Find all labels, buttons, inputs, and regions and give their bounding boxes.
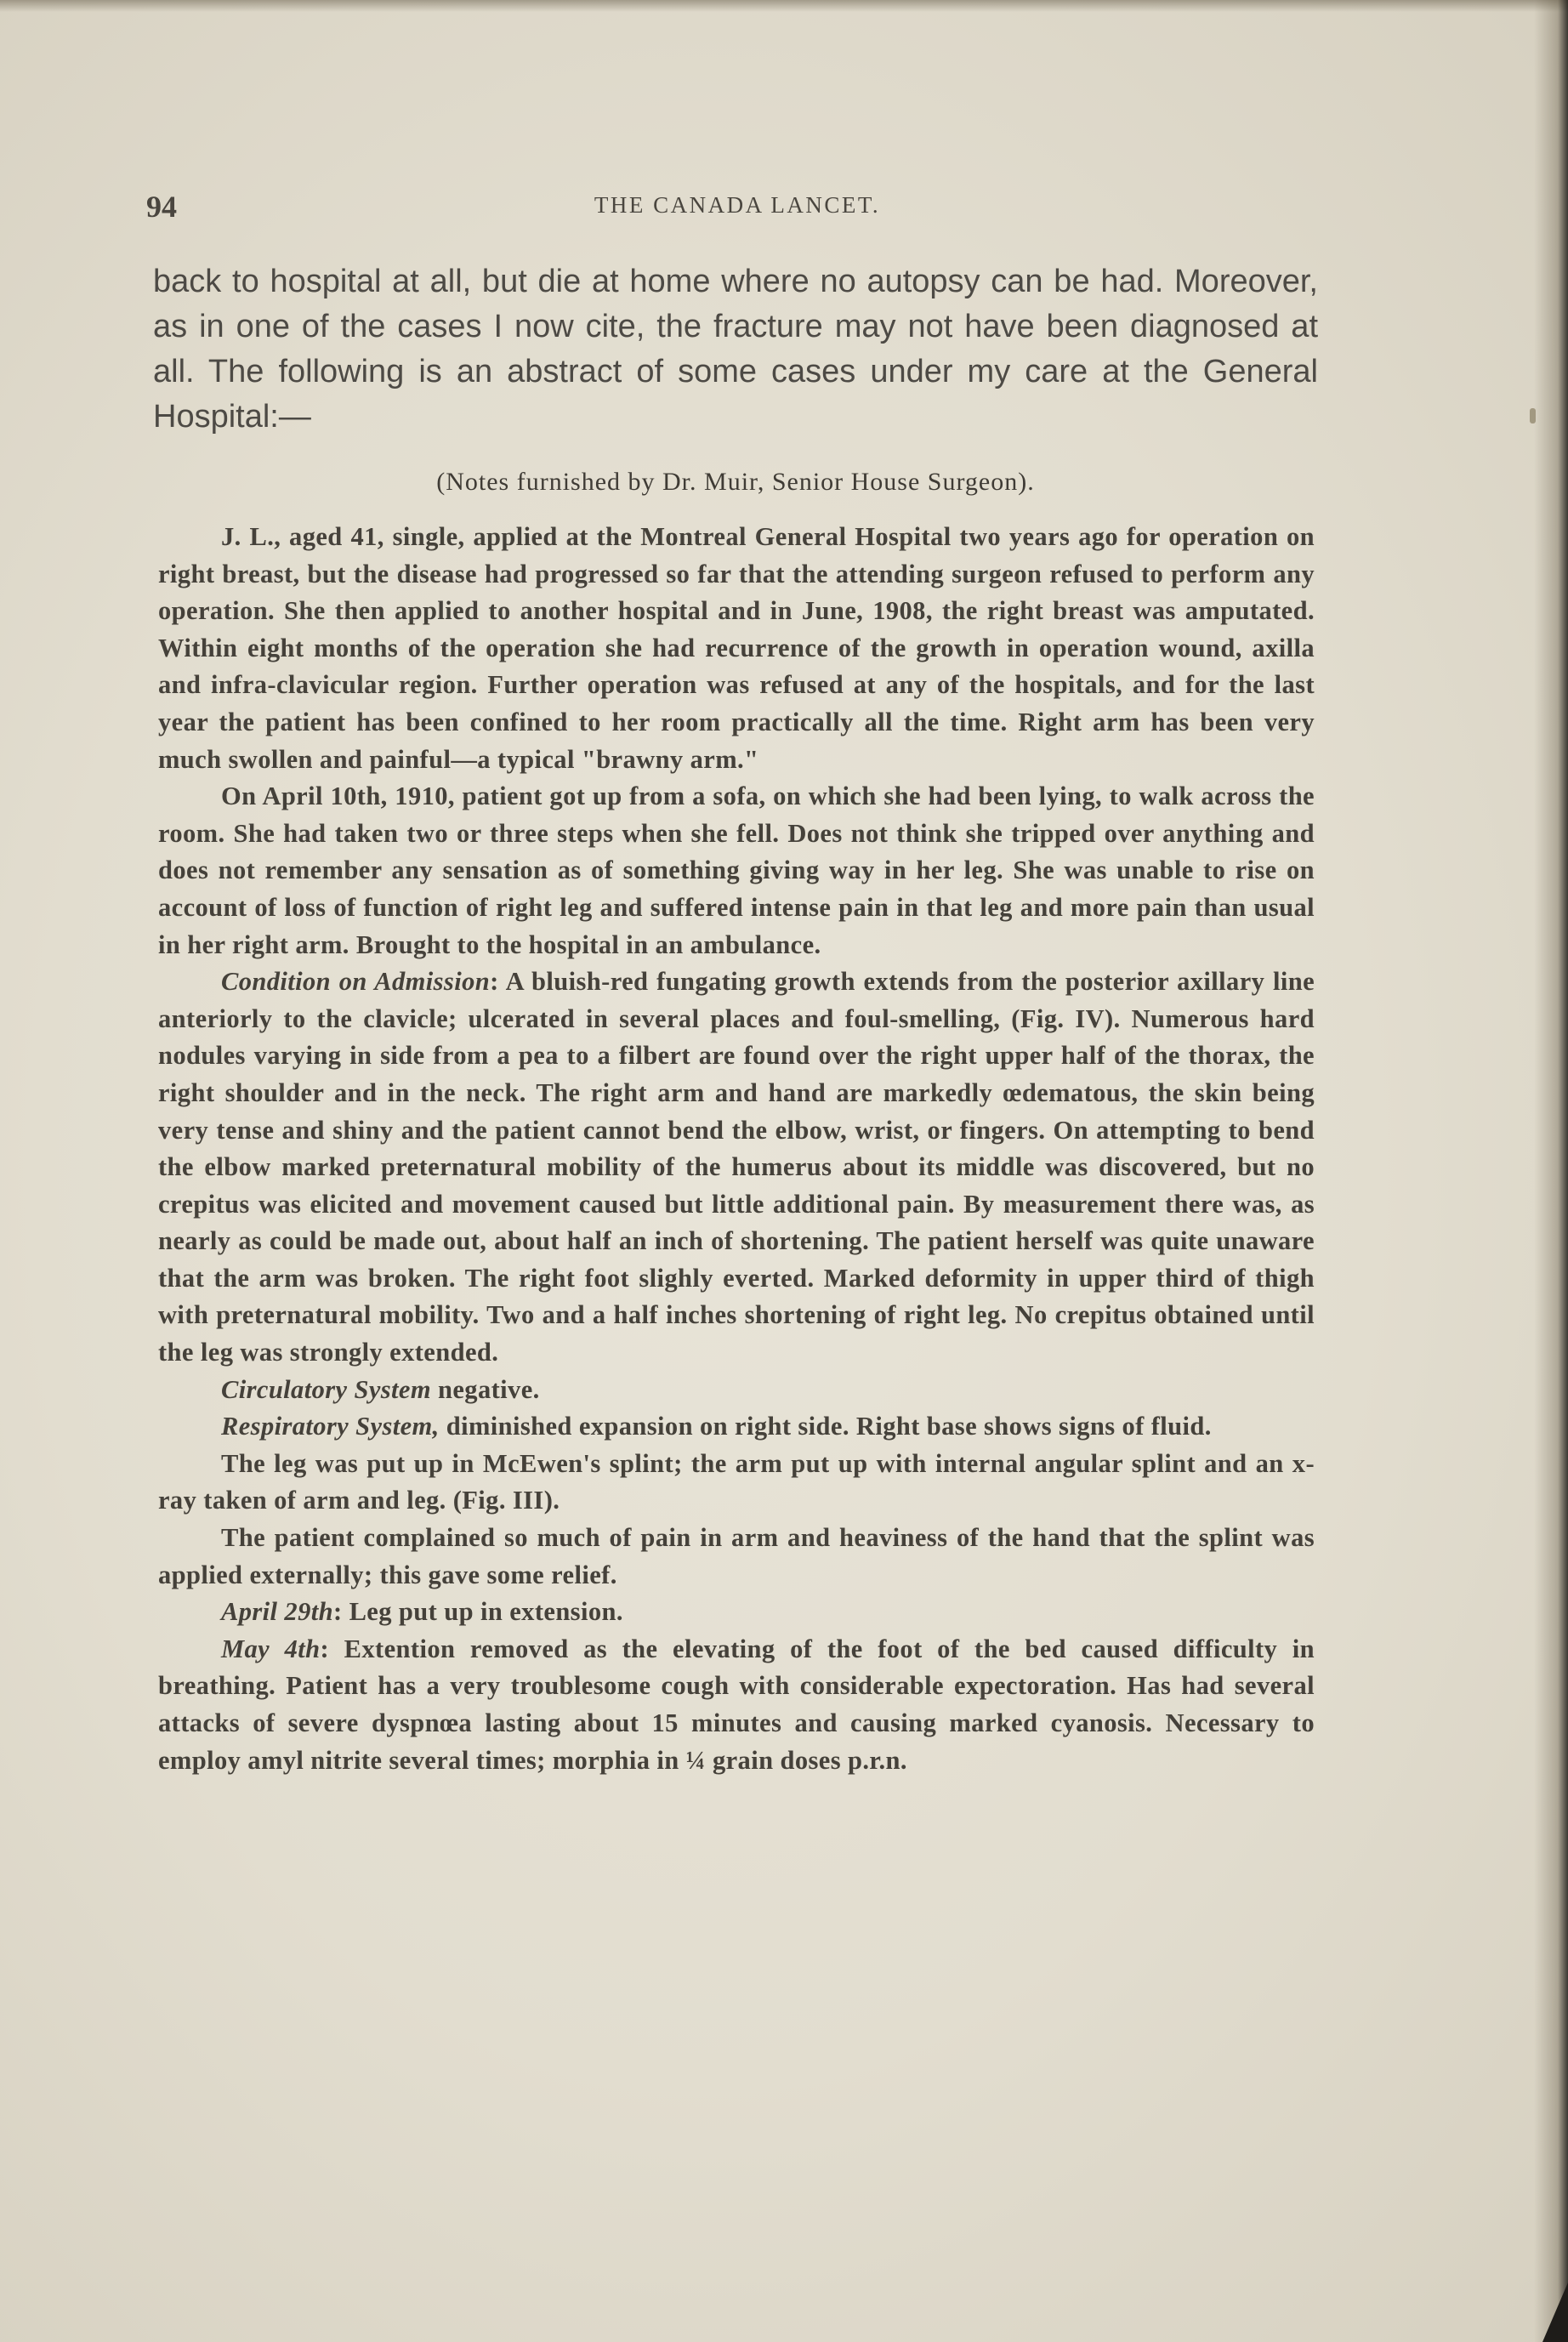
- may-4-text: : Extention removed as the elevating of the foot of the bed caused difficulty in breathing. Patient has a very troublesome cough with considerable expectoration. Has had several attacks of severe dyspnœa lasting about 15 minutes and causing marked cyanosis. Necessary to employ amyl nitrite several times; morphia in ¼ grain doses p.r.n.: [158, 1634, 1315, 1775]
- case-paragraph-admission: [158, 964, 1315, 1372]
- case-paragraph-splint: The leg was put up in McEwen's splint; the arm put up with internal angular splint and an x-ray taken of arm and leg. (Fig. III).: [158, 1448, 1315, 1515]
- case-paragraph-april-29: [158, 1594, 1315, 1631]
- case-paragraph-may-4: [158, 1631, 1315, 1779]
- circulatory-label: Circulatory System: [221, 1374, 431, 1404]
- april-29-text: : Leg put up in extension.: [332, 1597, 623, 1627]
- top-edge-shadow: [0, 0, 1568, 12]
- case-paragraph-fall: On April 10th, 1910, patient got up from a sofa, on which she had been lying, to walk across the room. She had taken two or three steps when she fell. Does not think she tripped over anything and does not remember any sensation as of something giving way in her leg. She was unable to rise on account of loss of function of right leg and suffered intense pain in that leg and more pain than usual in her right arm. Brought to the hospital in an ambulance.: [158, 782, 1315, 959]
- case-paragraph-pain: The patient complained so much of pain in arm and heaviness of the hand that the splint was applied externally; this gave some relief.: [158, 1523, 1315, 1589]
- notes-credit: (Notes furnished by Dr. Muir, Senior House Surgeon).: [436, 468, 1035, 496]
- corner-shadow: [1542, 2282, 1568, 2342]
- circulatory-text: negative.: [430, 1374, 540, 1404]
- case-paragraph-circulatory: [158, 1372, 1315, 1409]
- april-29-label: April 29th: [221, 1597, 333, 1627]
- respiratory-label: Respiratory System,: [221, 1412, 440, 1441]
- case-paragraph-history: J. L., aged 41, single, applied at the Montreal General Hospital two years ago for operation on right breast, but the disease had progressed so far that the attending surgeon refused to perform any operation. She then applied to another hospital and in June, 1908, the right breast was amputated. Within eight months of the operation she had recurrence of the growth in operation wound, axilla and infra-clavicular region. Further operation was refused at any of the hospitals, and for the last year the patient has been confined to her room practically all the time. Right arm has been very much swollen and painful—a typical "brawny arm.": [158, 522, 1315, 774]
- respiratory-text: diminished expansion on right side. Right base shows signs of fluid.: [439, 1412, 1212, 1441]
- page-header: [146, 185, 1328, 236]
- page-binding-edge: [1534, 0, 1568, 2342]
- admission-label: Condition on Admission: [221, 967, 491, 997]
- may-4-label: May 4th: [221, 1634, 321, 1663]
- intro-paragraph: back to hospital at all, but die at home where no autopsy can be had. Moreover, as in one of the cases I now cite, the fracture may not have been diagnosed at all. The following is an abstract of some cases under my care at the General Hospital:—: [153, 264, 1318, 435]
- case-paragraph-respiratory: [158, 1408, 1315, 1446]
- running-head: THE CANADA LANCET.: [594, 192, 881, 218]
- case-report: [158, 519, 1315, 1779]
- admission-text: : A bluish-red fungating growth extends from the posterior axillary line anteriorly to the clavicle; ulcerated in several places and foul-smelling, (Fig. IV). Numerous hard nodules varying in side from a pea to a filbert are found over the right upper half of the thorax, the right shoulder and in the neck. The right arm and hand are markedly œdematous, the skin being very tense and shiny and the patient cannot bend the elbow, wrist, or fingers. On attempting to bend the elbow marked preternatural mobility of the humerus about its middle was discovered, but no crepitus was elicited and movement caused but little additional pain. By measurement there was, as nearly as could be made out, about half an inch of shortening. The patient herself was quite unaware that the arm was broken. The right foot slighly everted. Marked deformity in upper third of thigh with preternatural mobility. Two and a half inches shortening of right leg. No crepitus obtained until the leg was strongly extended.: [158, 967, 1315, 1367]
- paper-speck: [1530, 408, 1536, 423]
- page-number: 94: [146, 190, 177, 224]
